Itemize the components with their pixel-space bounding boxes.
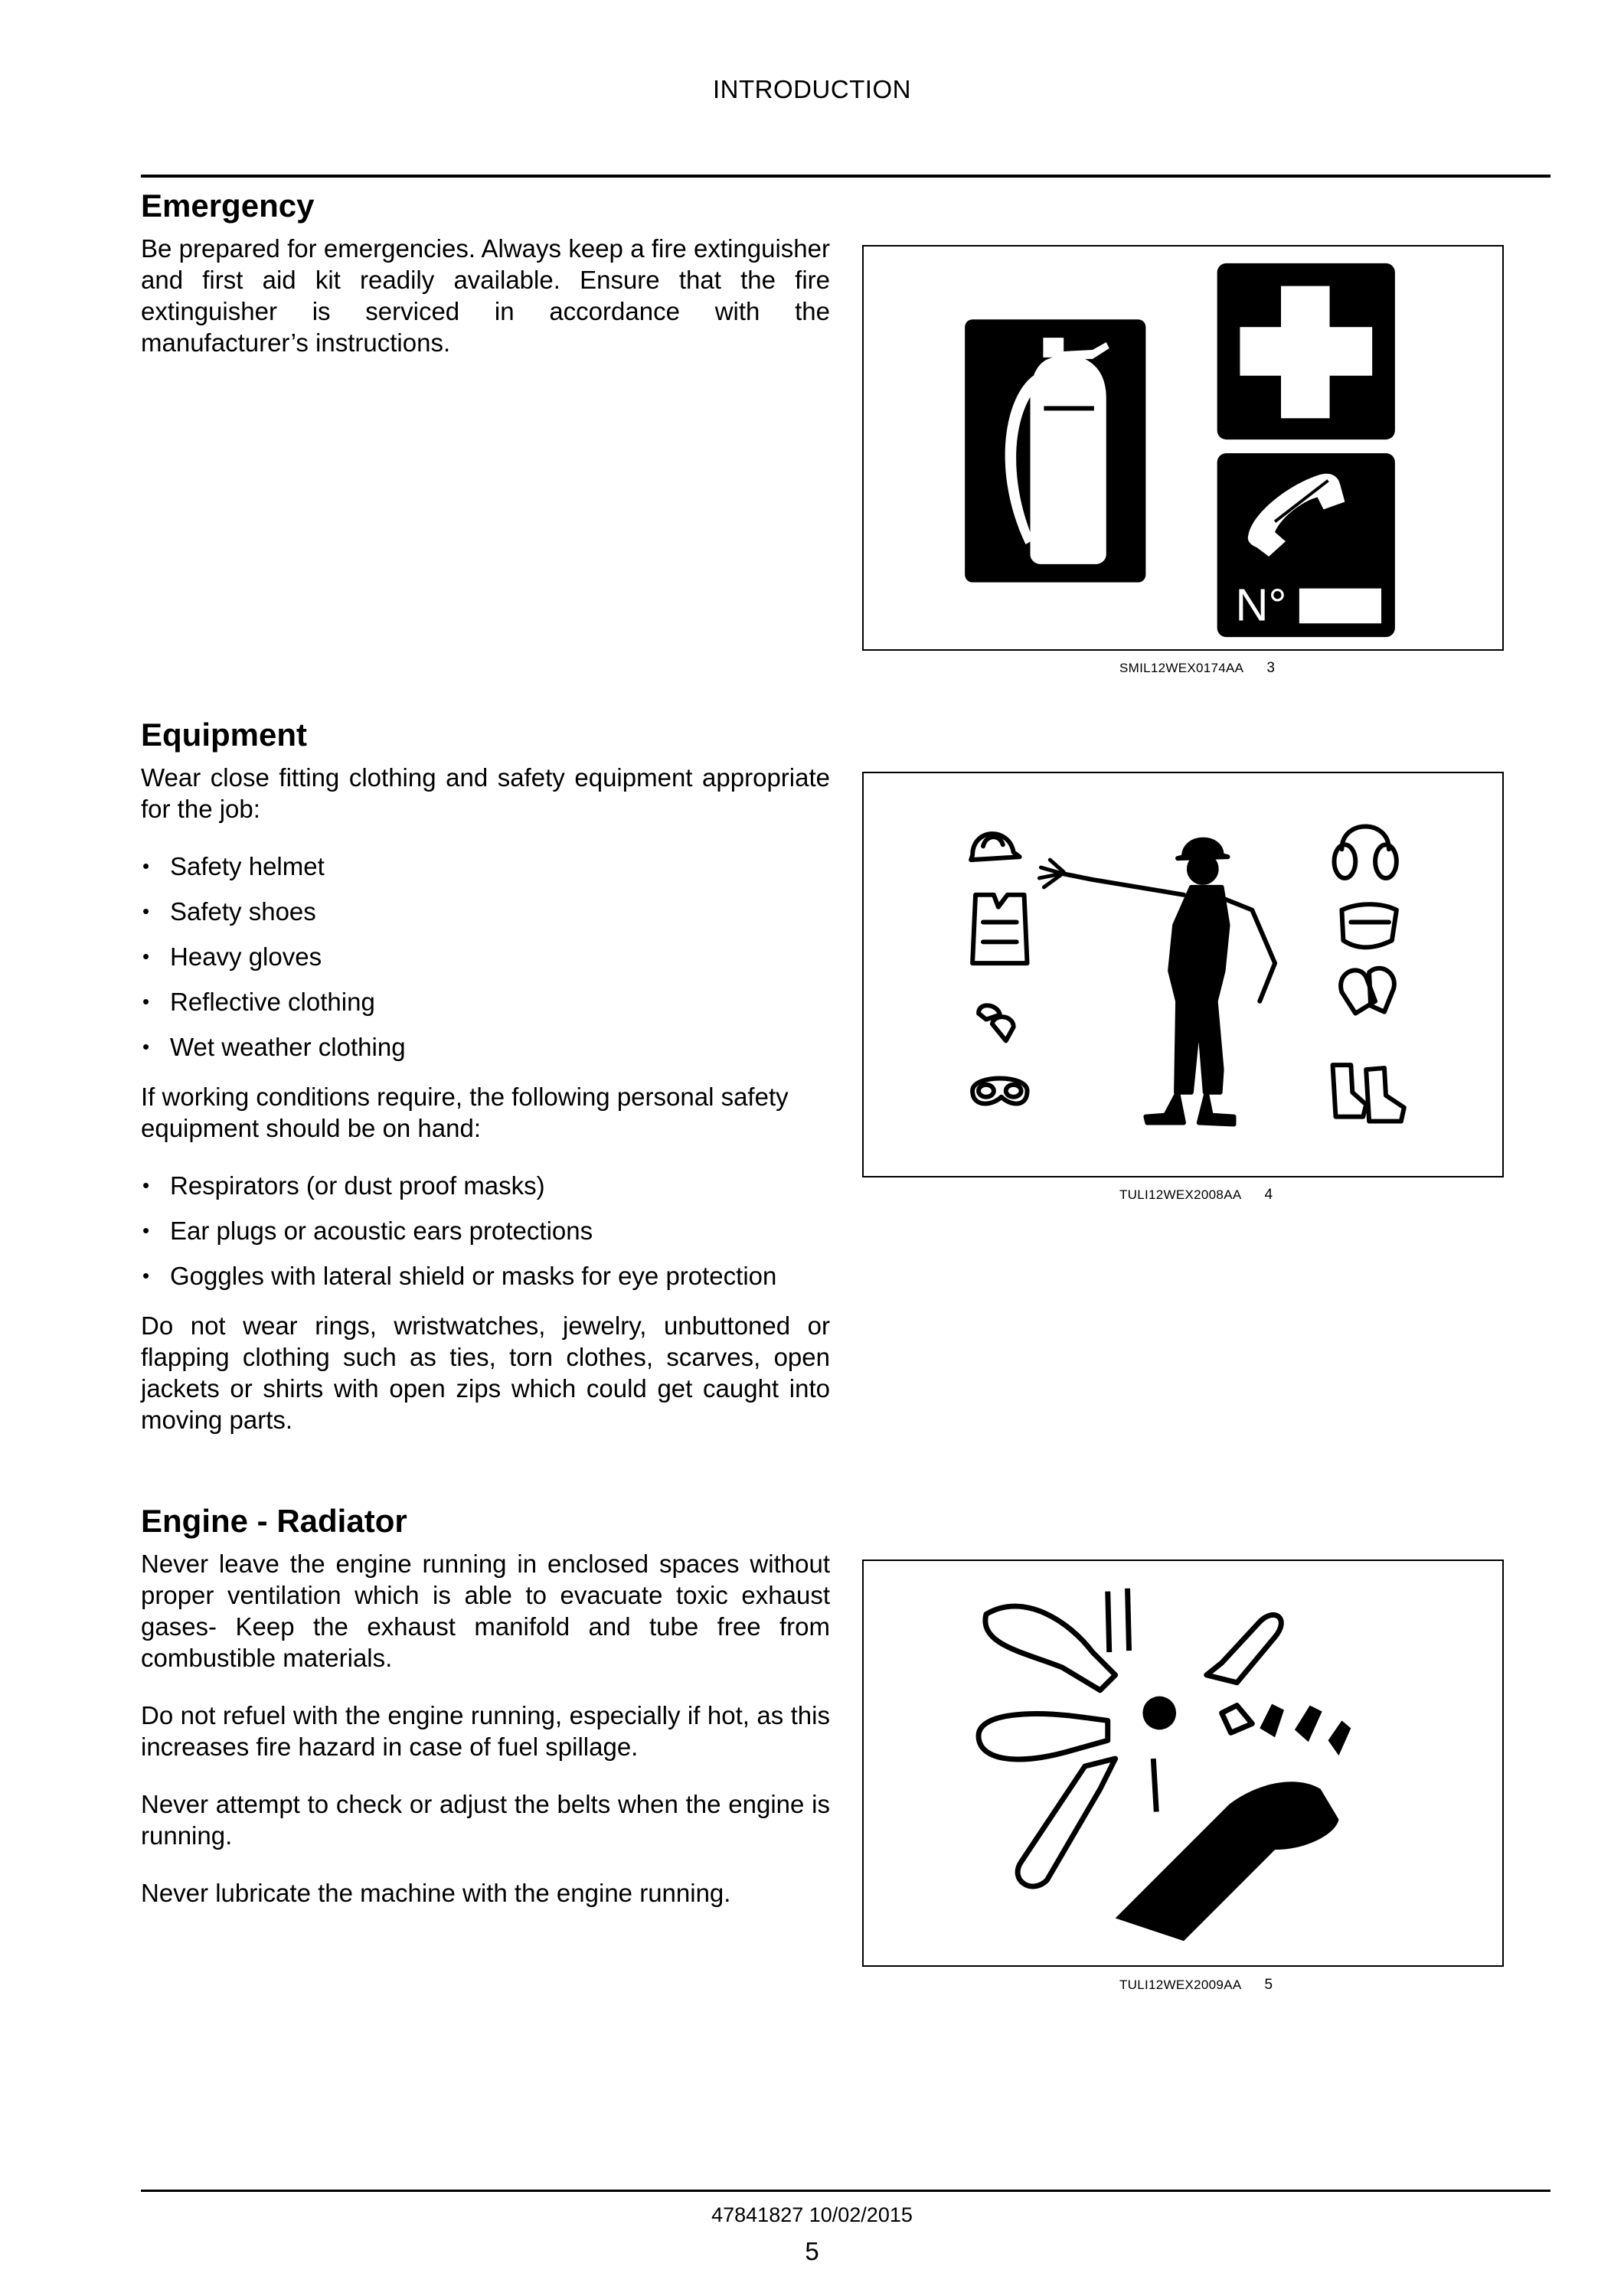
respirator-mask-icon (1341, 904, 1396, 947)
hand-hazard-icon (1116, 1704, 1351, 1942)
list-item: • Safety helmet (141, 851, 830, 882)
emergency-paragraph: Be prepared for emergencies. Always keep a fire extinguisher and first aid kit readily available. Ensure that the fire extinguisher is serviced in accordance with the manufacturer’s instructions. (141, 234, 830, 357)
engine-paragraph-3: Never attempt to check or adjust the belts when the engine is running. (141, 1790, 830, 1850)
fire-extinguisher-icon (965, 319, 1145, 582)
emergency-section (141, 187, 830, 358)
worker-figure-icon (1039, 840, 1275, 1125)
equipment-warning: Do not wear rings, wristwatches, jewelry, unbuttoned or flapping clothing such as ties, torn clothes, scarves, open jackets or shirts with open zips which could get caught into moving parts. (141, 1311, 830, 1434)
goggles-icon (972, 1078, 1027, 1103)
figure-4-caption (1119, 1187, 1273, 1204)
engine-heading: Engine - Radiator (141, 1503, 407, 1539)
page-header: INTRODUCTION (713, 75, 911, 103)
first-aid-cross-icon (1217, 263, 1395, 439)
equipment-list (141, 851, 830, 1063)
figure-3-caption (1119, 660, 1275, 677)
equipment-intro: Wear close fitting clothing and safety equipment appropriate for the job: (141, 763, 830, 823)
figure-5-caption (1119, 1977, 1273, 1994)
header-rule (141, 175, 1550, 178)
ear-plugs-icon (979, 1005, 1014, 1040)
list-item: • Respirators (or dust proof masks) (141, 1170, 830, 1201)
safety-shoes-icon (1333, 1065, 1404, 1121)
emergency-phone-icon (1217, 453, 1395, 637)
ear-muffs-icon (1334, 826, 1396, 877)
emergency-heading: Emergency (141, 188, 315, 224)
figure-code: TULI12WEX2008AA (1119, 1187, 1242, 1202)
list-item: • Heavy gloves (141, 941, 830, 972)
list-item: • Reflective clothing (141, 986, 830, 1017)
engine-paragraph-1: Never leave the engine running in enclosed spaces without proper ventilation which is able to evacuate toxic exhaust gases- Keep the exhaust manifold and tube free from combustible materials. (141, 1550, 830, 1672)
engine-section (141, 1502, 830, 1909)
equipment-list-optional (141, 1170, 830, 1292)
list-item: • Goggles with lateral shield or masks for eye protection (141, 1260, 830, 1292)
figure-number: 4 (1264, 1187, 1273, 1203)
emergency-illustration (864, 247, 1502, 649)
equipment-figure (862, 772, 1504, 1177)
document-id: 47841827 10/02/2015 (711, 2203, 913, 2226)
safety-helmet-icon (971, 834, 1020, 860)
engine-paragraph-4: Never lubricate the machine with the engine running. (141, 1879, 731, 1907)
equipment-conditions: If working conditions require, the following personal safety equipment should be on hand: (141, 1083, 789, 1142)
list-item: • Wet weather clothing (141, 1031, 830, 1063)
heavy-gloves-icon (1341, 968, 1394, 1014)
reflective-vest-icon (972, 895, 1027, 963)
figure-number: 5 (1264, 1977, 1273, 1993)
footer-rule (141, 2190, 1550, 2192)
engine-paragraph-2: Do not refuel with the engine running, especially if hot, as this increases fire hazard in case of fuel spillage. (141, 1701, 830, 1761)
figure-code: TULI12WEX2009AA (1119, 1978, 1242, 1992)
figure-number: 3 (1266, 660, 1276, 676)
phone-number-label: N° (1235, 579, 1287, 631)
emergency-figure (862, 245, 1504, 651)
equipment-heading: Equipment (141, 717, 307, 753)
list-item: • Safety shoes (141, 896, 830, 927)
figure-code: SMIL12WEX0174AA (1119, 661, 1244, 675)
list-item: • Ear plugs or acoustic ears protections (141, 1215, 830, 1246)
engine-figure (862, 1560, 1504, 1967)
equipment-section (141, 716, 830, 1435)
fan-hazard-illustration (864, 1561, 1502, 1965)
equipment-illustration (864, 773, 1502, 1176)
page-number: 5 (805, 2237, 819, 2265)
